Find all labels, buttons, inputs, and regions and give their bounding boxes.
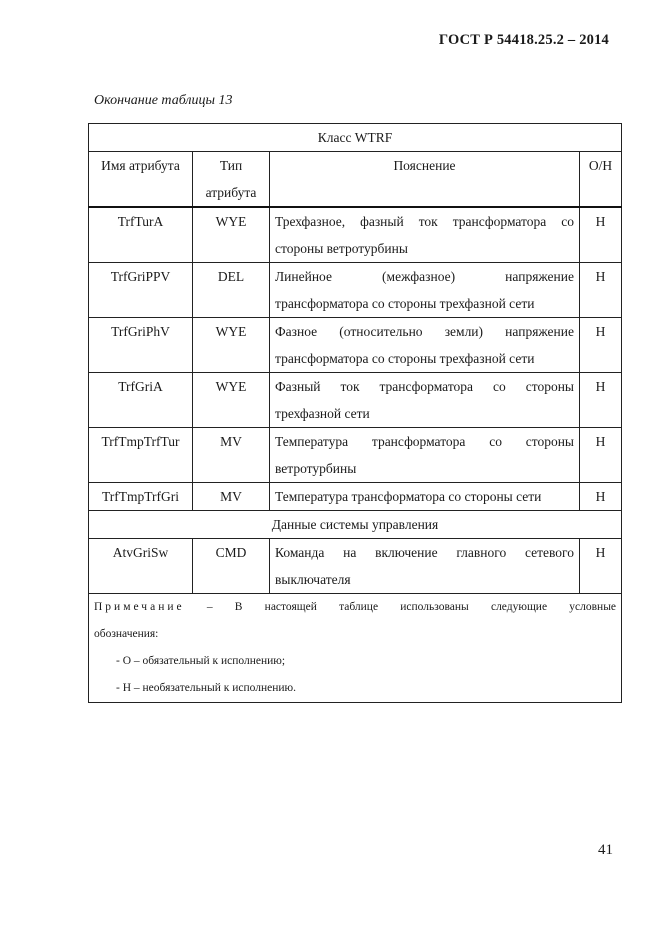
attribute-description: Трехфазное, фазный ток трансформатора со стороны ветротурбины	[270, 207, 580, 263]
attribute-type: CMD	[193, 539, 270, 594]
attribute-description: Температура трансформатора со стороны сети	[270, 483, 580, 511]
header-attribute-name: Имя атрибута	[89, 152, 193, 208]
attribute-description: Температура трансформатора со стороны ветротурбины	[270, 428, 580, 483]
class-title: Класс WTRF	[89, 124, 622, 152]
attribute-mo: Н	[580, 373, 622, 428]
attribute-type: WYE	[193, 207, 270, 263]
note-first-line	[94, 594, 616, 621]
attribute-description: Линейное (межфазное) напряжение трансформатора со стороны трехфазной сети	[270, 263, 580, 318]
attribute-name: TrfTurA	[89, 207, 193, 263]
attribute-type: MV	[193, 483, 270, 511]
note-text-line2: обозначения:	[94, 628, 159, 640]
attribute-name: TrfGriPhV	[89, 318, 193, 373]
attribute-type: MV	[193, 428, 270, 483]
attribute-type: WYE	[193, 318, 270, 373]
header-description: Пояснение	[270, 152, 580, 208]
attribute-mo: Н	[580, 263, 622, 318]
section-title: Данные системы управления	[89, 511, 622, 539]
attributes-table	[88, 123, 622, 703]
attribute-description: Команда на включение главного сетевого выключателя	[270, 539, 580, 594]
table-row	[89, 373, 622, 428]
attribute-description: Фазный ток трансформатора со стороны трехфазной сети	[270, 373, 580, 428]
attribute-mo: Н	[580, 428, 622, 483]
attribute-type: DEL	[193, 263, 270, 318]
table-row	[89, 539, 622, 594]
attribute-name: AtvGriSw	[89, 539, 193, 594]
attribute-mo: Н	[580, 539, 622, 594]
attribute-name: TrfGriPPV	[89, 263, 193, 318]
table-row	[89, 428, 622, 483]
document-code-header: ГОСТ Р 54418.25.2 – 2014	[438, 32, 609, 48]
attribute-name: TrfTmpTrfTur	[89, 428, 193, 483]
table-row	[89, 318, 622, 373]
attribute-mo: Н	[580, 318, 622, 373]
table-row	[89, 207, 622, 263]
attribute-mo: Н	[580, 483, 622, 511]
note-item-optional: - Н – необязательный к исполнению.	[116, 682, 296, 694]
attribute-description: Фазное (относительно земли) напряжение трансформатора со стороны трехфазной сети	[270, 318, 580, 373]
attribute-mo: Н	[580, 207, 622, 263]
table-note	[89, 594, 622, 703]
attribute-type: WYE	[193, 373, 270, 428]
attribute-name: TrfGriA	[89, 373, 193, 428]
attribute-name: TrfTmpTrfGri	[89, 483, 193, 511]
header-attribute-type	[193, 152, 270, 208]
page-number: 41	[598, 842, 613, 858]
note-label: Примечание	[94, 601, 185, 613]
header-mo: О/Н	[580, 152, 622, 208]
table-row	[89, 483, 622, 511]
header-type-line1: Тип	[219, 158, 243, 173]
note-text-line1: – В настоящей таблице использованы следующие условные	[206, 601, 617, 613]
table-caption: Окончание таблицы 13	[94, 93, 233, 108]
note-item-mandatory: - О – обязательный к исполнению;	[116, 655, 286, 667]
header-type-line2: атрибута	[205, 185, 257, 200]
table-row	[89, 263, 622, 318]
